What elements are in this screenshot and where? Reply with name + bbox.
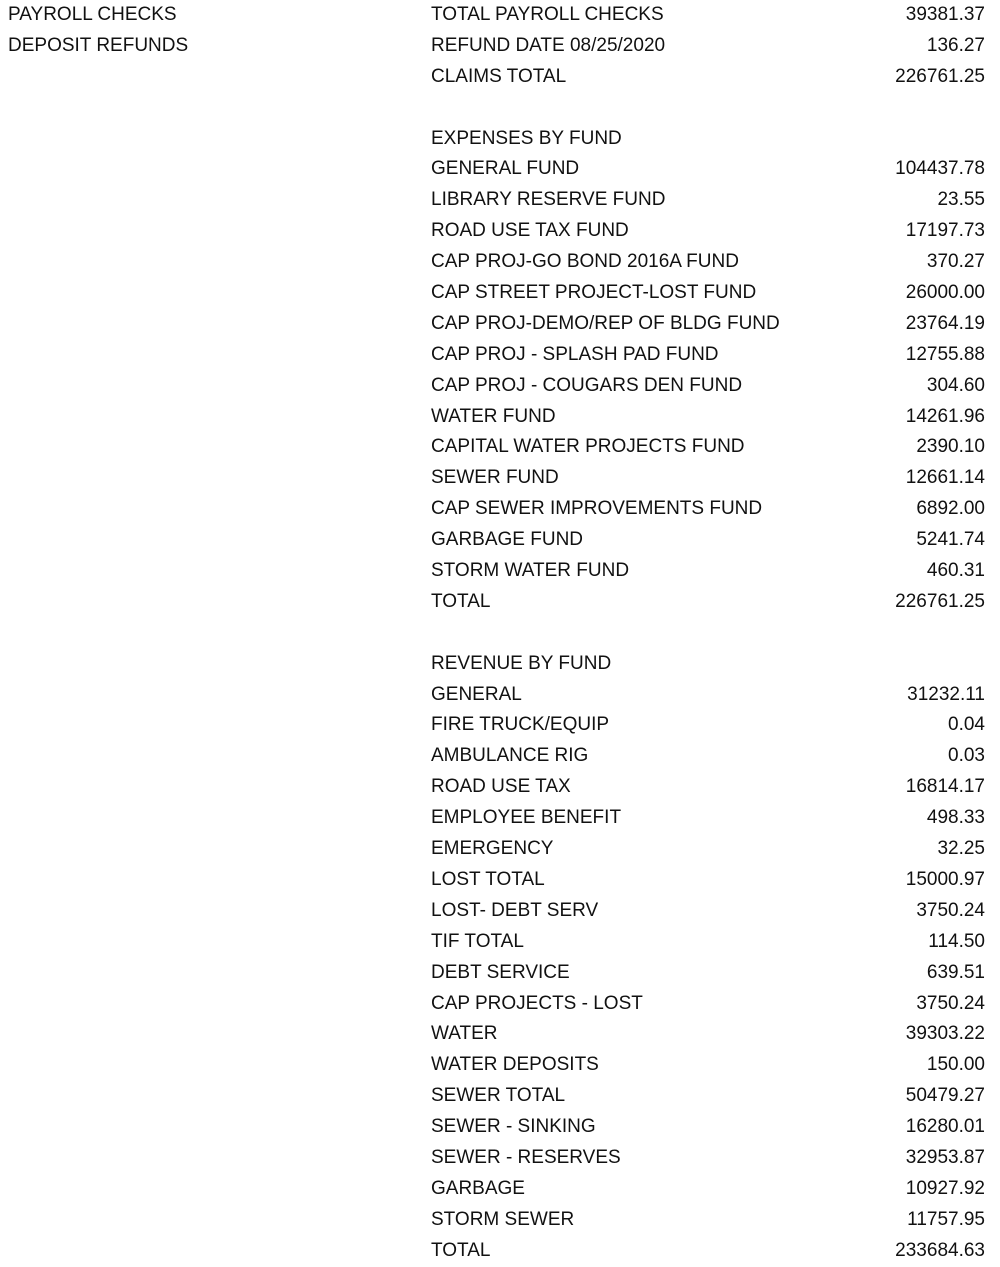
fund-label: LOST- DEBT SERV <box>431 899 599 921</box>
fund-amount: 460.31 <box>926 560 985 582</box>
row-category: PAYROLL CHECKS <box>8 4 177 25</box>
fund-label: FIRE TRUCK/EQUIP <box>431 714 610 736</box>
fund-label: WATER DEPOSITS <box>431 1054 599 1076</box>
spacer <box>0 93 1000 124</box>
fund-amount: 304.60 <box>926 374 985 396</box>
fund-amount: 17197.73 <box>905 220 985 242</box>
fund-row <box>0 1174 1000 1205</box>
row-label: CLAIMS TOTAL <box>431 65 567 87</box>
fund-amount: 5241.74 <box>916 529 985 551</box>
fund-amount: 104437.78 <box>895 158 985 180</box>
fund-amount: 11757.95 <box>907 1208 985 1230</box>
fund-row <box>0 371 1000 402</box>
fund-label: EMERGENCY <box>431 838 554 860</box>
fund-row <box>0 432 1000 463</box>
fund-amount: 226761.25 <box>895 590 985 612</box>
fund-label: SEWER - SINKING <box>431 1116 596 1138</box>
fund-row <box>0 340 1000 371</box>
fund-row <box>0 494 1000 525</box>
section-heading: REVENUE BY FUND <box>431 652 612 674</box>
revenue-list <box>0 680 1000 1267</box>
fund-label: CAP STREET PROJECT-LOST FUND <box>431 282 757 304</box>
revenue-heading-row <box>0 649 1000 680</box>
fund-amount: 26000.00 <box>905 282 985 304</box>
fund-label: SEWER TOTAL <box>431 1085 566 1107</box>
fund-label: DEBT SERVICE <box>431 961 570 983</box>
fund-label: GARBAGE <box>431 1177 525 1199</box>
fund-row <box>0 1205 1000 1236</box>
fund-label: LIBRARY RESERVE FUND <box>431 189 666 211</box>
fund-amount: 10927.92 <box>905 1177 985 1199</box>
fund-amount: 0.03 <box>948 745 985 767</box>
fund-row <box>0 741 1000 772</box>
fund-row <box>0 989 1000 1020</box>
fund-amount: 0.04 <box>948 714 985 736</box>
fund-amount: 14261.96 <box>905 405 985 427</box>
row-amount: 136.27 <box>926 34 985 56</box>
fund-amount: 3750.24 <box>916 899 985 921</box>
fund-row <box>0 309 1000 340</box>
fund-label: LOST TOTAL <box>431 868 545 890</box>
fund-label: CAP PROJECTS - LOST <box>431 992 643 1014</box>
section-heading: EXPENSES BY FUND <box>431 127 622 149</box>
fund-row <box>0 154 1000 185</box>
fund-amount: 16280.01 <box>905 1116 985 1138</box>
fund-row <box>0 278 1000 309</box>
fund-amount: 233684.63 <box>895 1239 985 1261</box>
fund-label: WATER <box>431 1023 498 1045</box>
fund-label: WATER FUND <box>431 405 556 427</box>
fund-label: SEWER FUND <box>431 467 559 489</box>
fund-row <box>0 1050 1000 1081</box>
fund-label: ROAD USE TAX FUND <box>431 220 629 242</box>
fund-row <box>0 803 1000 834</box>
fund-label: GENERAL FUND <box>431 158 580 180</box>
claims-total-row <box>0 62 1000 93</box>
fund-label: EMPLOYEE BENEFIT <box>431 807 622 829</box>
fund-amount: 31232.11 <box>907 683 985 705</box>
fund-label: CAPITAL WATER PROJECTS FUND <box>431 436 745 458</box>
fund-amount: 23.55 <box>937 189 985 211</box>
fund-label: STORM SEWER <box>431 1208 575 1230</box>
fund-amount: 16814.17 <box>905 776 985 798</box>
fund-row <box>0 216 1000 247</box>
fund-label: CAP PROJ - COUGARS DEN FUND <box>431 374 743 396</box>
fund-label: ROAD USE TAX <box>431 776 571 798</box>
fund-amount: 12661.14 <box>905 467 985 489</box>
row-amount: 39381.37 <box>905 4 985 25</box>
fund-row <box>0 1019 1000 1050</box>
fund-row <box>0 896 1000 927</box>
fund-row <box>0 772 1000 803</box>
fund-row <box>0 958 1000 989</box>
fund-label: CAP PROJ-DEMO/REP OF BLDG FUND <box>431 312 780 334</box>
fund-label: AMBULANCE RIG <box>431 745 589 767</box>
fund-row <box>0 1081 1000 1112</box>
fund-amount: 15000.97 <box>905 868 985 890</box>
fund-label: CAP SEWER IMPROVEMENTS FUND <box>431 498 763 520</box>
fund-amount: 639.51 <box>926 961 985 983</box>
fund-amount: 23764.19 <box>905 312 985 334</box>
row-category: DEPOSIT REFUNDS <box>8 34 189 56</box>
fund-amount: 39303.22 <box>905 1023 985 1045</box>
fund-row <box>0 1143 1000 1174</box>
fund-row <box>0 1236 1000 1267</box>
fund-amount: 2390.10 <box>916 436 985 458</box>
fund-amount: 6892.00 <box>916 498 985 520</box>
fund-row <box>0 834 1000 865</box>
fund-row <box>0 927 1000 958</box>
fund-row <box>0 710 1000 741</box>
fund-amount: 114.50 <box>928 930 985 952</box>
fund-amount: 150.00 <box>926 1054 985 1076</box>
fund-label: SEWER - RESERVES <box>431 1146 621 1168</box>
fund-label: CAP PROJ-GO BOND 2016A FUND <box>431 251 739 273</box>
fund-row <box>0 680 1000 711</box>
fund-label: TOTAL <box>431 1239 491 1261</box>
fund-row <box>0 525 1000 556</box>
fund-row <box>0 556 1000 587</box>
row-label: REFUND DATE 08/25/2020 <box>431 34 666 56</box>
expenses-heading-row <box>0 124 1000 155</box>
fund-label: TOTAL <box>431 590 491 612</box>
fund-row <box>0 402 1000 433</box>
fund-label: GARBAGE FUND <box>431 529 584 551</box>
fund-label: CAP PROJ - SPLASH PAD FUND <box>431 343 719 365</box>
fund-row <box>0 247 1000 278</box>
spacer <box>0 618 1000 649</box>
fund-amount: 12755.88 <box>905 343 985 365</box>
fund-amount: 32953.87 <box>905 1146 985 1168</box>
deposit-refunds-row <box>0 31 1000 62</box>
row-label: TOTAL PAYROLL CHECKS <box>431 4 664 25</box>
fund-row <box>0 463 1000 494</box>
fund-label: TIF TOTAL <box>431 930 524 952</box>
fund-label: STORM WATER FUND <box>431 560 630 582</box>
fund-amount: 50479.27 <box>905 1085 985 1107</box>
expenses-list <box>0 154 1000 617</box>
fund-amount: 498.33 <box>926 807 985 829</box>
row-amount: 226761.25 <box>895 65 985 87</box>
fund-label: GENERAL <box>431 683 522 705</box>
fund-amount: 3750.24 <box>916 992 985 1014</box>
fund-row <box>0 1112 1000 1143</box>
fund-row <box>0 185 1000 216</box>
fund-amount: 32.25 <box>937 838 985 860</box>
fund-row <box>0 587 1000 618</box>
payroll-checks-row <box>0 0 1000 31</box>
fund-row <box>0 865 1000 896</box>
fund-amount: 370.27 <box>926 251 985 273</box>
